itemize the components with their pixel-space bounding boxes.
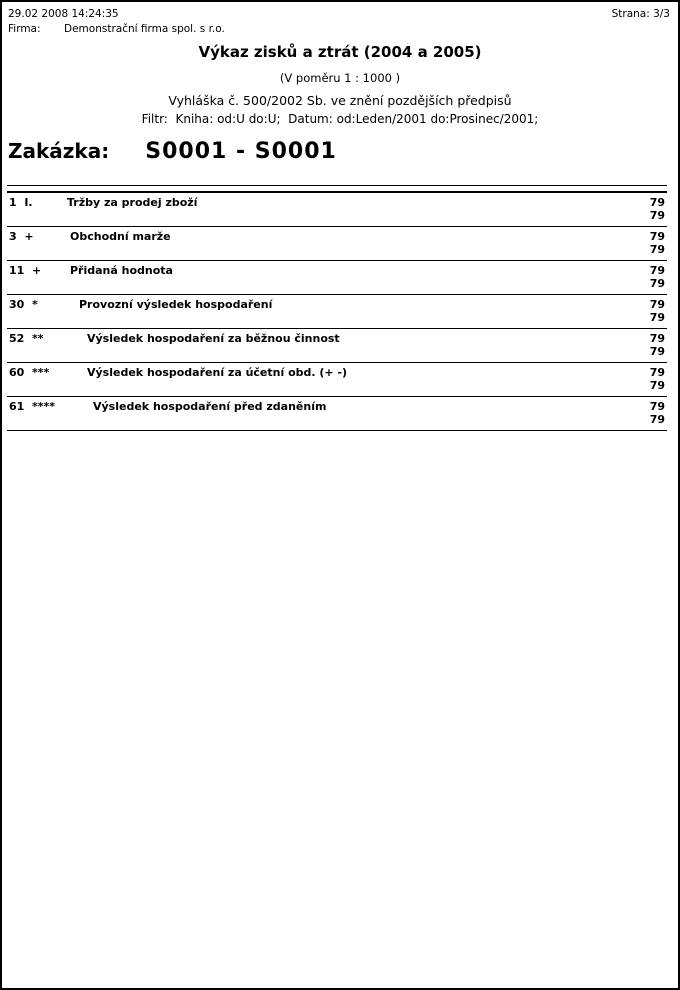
row-line-1 <box>7 196 667 209</box>
row-line-1 <box>7 230 667 243</box>
row-id: 61 **** <box>9 400 55 413</box>
row-label: Provozní výsledek hospodaření <box>79 298 273 311</box>
row-line-2 <box>7 311 667 324</box>
row-line-1 <box>7 400 667 413</box>
row-label: Obchodní marže <box>70 230 171 243</box>
row-value-2: 79 <box>649 311 665 324</box>
row-value-2: 79 <box>649 277 665 290</box>
report-datetime: 29.02 2008 14:24:35 <box>8 8 119 20</box>
order-label: Zakázka: <box>8 139 110 163</box>
decree-note: Vyhláška č. 500/2002 Sb. ve znění pozdějších předpisů <box>168 93 512 108</box>
page-number: Strana: 3/3 <box>611 8 670 20</box>
row-value-2: 79 <box>649 345 665 358</box>
table-row <box>7 295 667 329</box>
table-row <box>7 363 667 397</box>
report-header <box>2 2 678 21</box>
order-value: S0001 - S0001 <box>145 139 337 164</box>
table-rows <box>7 191 667 431</box>
table-row <box>7 329 667 363</box>
firm-row <box>2 21 678 36</box>
ratio-note: (V poměru 1 : 1000 ) <box>279 71 401 85</box>
row-value-1: 79 <box>649 298 665 311</box>
row-id: 30 * <box>9 298 38 311</box>
row-value-2: 79 <box>649 413 665 426</box>
row-id: 11 + <box>9 264 42 277</box>
row-label: Výsledek hospodaření před zdaněním <box>93 400 327 413</box>
row-line-1 <box>7 264 667 277</box>
row-label: Výsledek hospodaření za běžnou činnost <box>87 332 340 345</box>
row-value-2: 79 <box>649 379 665 392</box>
table-row <box>7 261 667 295</box>
row-value-2: 79 <box>649 209 665 222</box>
row-value-1: 79 <box>649 196 665 209</box>
row-label: Výsledek hospodaření za účetní obd. (+ -) <box>87 366 348 379</box>
row-value-1: 79 <box>649 332 665 345</box>
row-line-2 <box>7 413 667 426</box>
row-line-2 <box>7 345 667 358</box>
row-line-1 <box>7 366 667 379</box>
row-value-1: 79 <box>649 400 665 413</box>
filter-note: Filtr: Kniha: od:U do:U; Datum: od:Leden/2001 do:Prosinec/2001; <box>141 112 539 126</box>
row-value-1: 79 <box>649 230 665 243</box>
row-value-1: 79 <box>649 264 665 277</box>
row-line-1 <box>7 332 667 345</box>
row-label: Tržby za prodej zboží <box>67 196 198 209</box>
row-line-1 <box>7 298 667 311</box>
report-table <box>7 185 667 431</box>
row-label: Přidaná hodnota <box>70 264 173 277</box>
row-id: 52 ** <box>9 332 44 345</box>
row-line-2 <box>7 277 667 290</box>
table-row <box>7 193 667 227</box>
firm-label: Firma: <box>8 23 41 35</box>
row-id: 1 I. <box>9 196 33 209</box>
firm-name: Demonstrační firma spol. s r.o. <box>64 23 225 35</box>
report-title: Výkaz zisků a ztrát (2004 a 2005) <box>198 43 482 61</box>
row-value-2: 79 <box>649 243 665 256</box>
row-line-2 <box>7 209 667 222</box>
order-heading <box>8 139 678 164</box>
table-row <box>7 227 667 261</box>
table-row <box>7 397 667 431</box>
row-id: 3 + <box>9 230 34 243</box>
row-line-2 <box>7 243 667 256</box>
row-value-1: 79 <box>649 366 665 379</box>
row-line-2 <box>7 379 667 392</box>
row-id: 60 *** <box>9 366 50 379</box>
